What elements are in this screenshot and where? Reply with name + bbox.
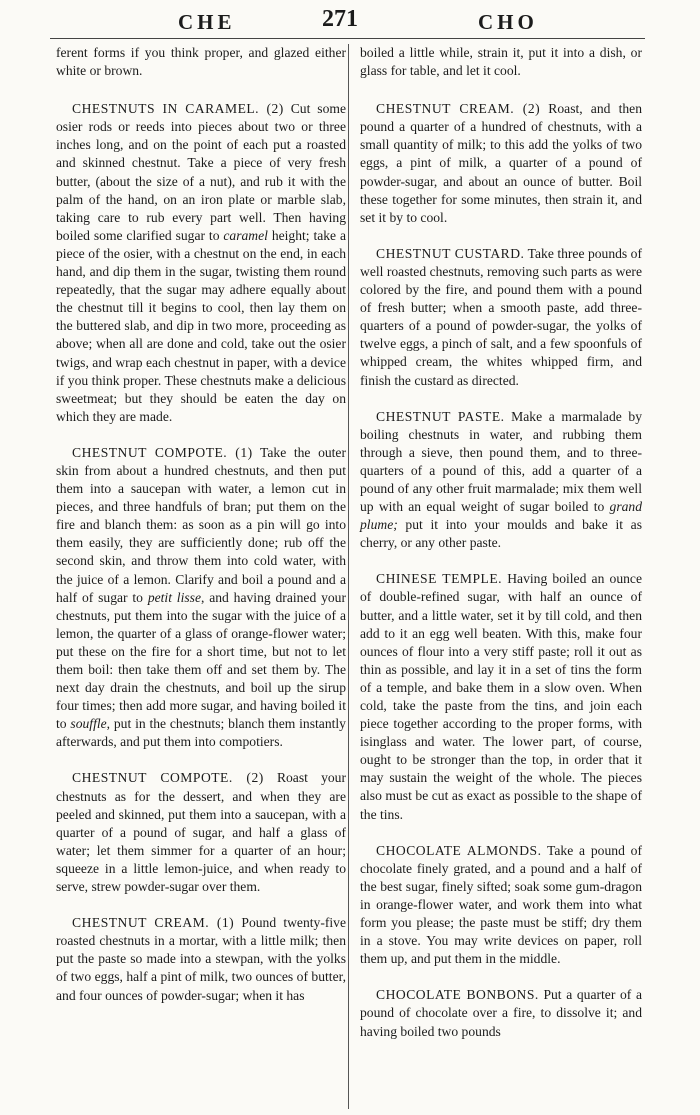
entry [56, 769, 346, 896]
entry [56, 100, 346, 426]
entry-text: Roast, and then pound a quarter of a hundred of chestnuts, with a small quantity of milk; to this add the yolks of two eggs, a pint of milk, a quarter of a pound of powder-sugar, and about an ounce of butter. Boil these together for some minutes, then strain it, and set it by to cool. [360, 101, 642, 225]
entry-heading: CHESTNUT PASTE. [376, 408, 505, 424]
entry [360, 842, 642, 969]
entry-text: Pound twenty-five roasted chestnuts in a mortar, with a little milk; then put the paste so made into a stewpan, with the yolks of two eggs, half a pint of milk, two ounces of butter, and four ounces of powder-sugar; when it has [56, 915, 346, 1003]
entry-heading: CHESTNUTS IN CARAMEL. (2) [72, 101, 284, 117]
entry [360, 570, 642, 823]
entry [360, 986, 642, 1040]
entry-heading: CHESTNUT CREAM. (2) [376, 101, 541, 117]
entry-text: Roast your chestnuts as for the dessert, and when they are peeled and skinned, put them into a saucepan, with a quarter of a pound of sugar, and half a glass of water; let them simmer for a quarter of an hour; squeeze in a little lemon-juice, and when ready to serve, strew powder-sugar over them. [56, 770, 346, 895]
right-column [360, 44, 642, 1041]
entry-text: Cut some osier rods or reeds into pieces about two or three inches long, and on the point of each put a roasted and skinned chestnut. Take a piece of very fresh butter, (about the size of a nut), and rub it with the palm of the hand, on an iron plate or marble slab, taking care to rub every part well. Then having boiled some clarified sugar to caramel height; take a piece of the osier, with a chestnut on the end, in each hand, and dip them in the sugar, twisting them round repeatedly, that the sugar may adhere equally about the chestnut till it begins to cool, then lay them on the buttered slab, and dip in two more, proceeding as above; when all are done and cold, take out the osier twigs, and wrap each chestnut in paper, with a device if you think proper. These chestnuts make a delicious sweetmeat; but they should be eaten the day on which they are made. [56, 101, 347, 424]
left-column [56, 44, 346, 1005]
entry-text: Having boiled an ounce of double-refined sugar, with half an ounce of butter, and a little water, set it by till cold, and then add to it an egg well beaten. With this, make four ounces of flour into a very stiff paste; roll it out as thin as possible, and lay it in a set of tins the form of a temple, and bake them in a slow oven. When cold, take the paste from the tins, and join each piece together according to the proper forms, with isinglass and water. The lower part, of course, ought to be stronger than the top, in order that it may sustain the weight of the whole. The pieces also must be cut as exact as possible to the shape of the tins. [360, 571, 642, 822]
entry [360, 408, 642, 553]
entry [56, 444, 346, 752]
entry-heading: CHESTNUT CREAM. (1) [72, 915, 235, 931]
entry-heading: CHOCOLATE BONBONS. [376, 987, 539, 1003]
entry [56, 914, 346, 1004]
entry [360, 245, 642, 390]
entry-heading: CHOCOLATE ALMONDS. [376, 842, 542, 858]
entry-heading: CHINESE TEMPLE. [376, 571, 503, 587]
entry-continuation [56, 44, 346, 80]
running-header [0, 6, 700, 36]
header-right-guide-word: CHO [478, 10, 538, 34]
entry-text: Take a pound of chocolate finely grated, and a pound and a half of the best sugar, finely sifted; soak some gum-dragon in orange-flower water, and work them into what form you please; the paste must be stiff; dry them in a stove. You may write devices on paper, roll them up, and put them in the middle. [360, 842, 642, 967]
entry-text: Put a quarter of a pound of chocolate over a fire, to dissolve it; and having boiled two pounds [360, 987, 642, 1039]
entry-text: Take the outer skin from about a hundred chestnuts, and then put them into a saucepan with water, a lemon cut in pieces, and three handfuls of bran; put them on the fire and blanch them: as soon as a pin will go into them easily, they are sufficiently done; rub off the second skin, and throw them into cold water, with the juice of a lemon. Clarify and boil a pound and a half of sugar to petit lisse, and having drained your chestnuts, put them into the sugar with the juice of a lemon, the quarter of a glass of orange-flower water; put these on the fire for a short time, but not to let them boil: then take them off and set them by. The next day drain the chestnuts, and boil up the sirup four times; then add more sugar, and having boiled it to souffle, put in the chestnuts; blanch them instantly afterwards, and put them into compotiers. [56, 444, 347, 750]
header-rule [50, 38, 645, 39]
entry-heading: CHESTNUT CUSTARD. [376, 245, 525, 261]
entry-text: Make a marmalade by boiling chestnuts in water, and rubbing them through a sieve, then pound them, and to three-quarters of a pound of this, add a quarter of a pound of any other fruit marmalade; mix them well up with an equal weight of sugar boiled to grand plume; put it into your moulds and bake it as cherry, or any other paste. [360, 408, 642, 551]
entry-heading: CHESTNUT COMPOTE. (1) [72, 444, 253, 460]
entry-text: boiled a little while, strain it, put it into a dish, or glass for table, and let it cool. [360, 45, 642, 79]
entry [360, 100, 642, 227]
entry-text: ferent forms if you think proper, and glazed either white or brown. [56, 45, 346, 79]
entry-text: Take three pounds of well roasted chestnuts, removing such parts as were colored by the fire, and pound them with a pound of fresh butter; when a smooth paste, add three-quarters of a pound of powder-sugar, the yolks of twelve eggs, a pinch of salt, and a few spoonfuls of whipped cream, the whites whipped firm, and finish the custard as directed. [360, 245, 642, 388]
page-number: 271 [322, 6, 358, 32]
entry-continuation [360, 44, 642, 80]
header-left-guide-word: CHE [178, 10, 236, 34]
column-divider [348, 44, 349, 1109]
entry-heading: CHESTNUT COMPOTE. (2) [72, 770, 264, 786]
